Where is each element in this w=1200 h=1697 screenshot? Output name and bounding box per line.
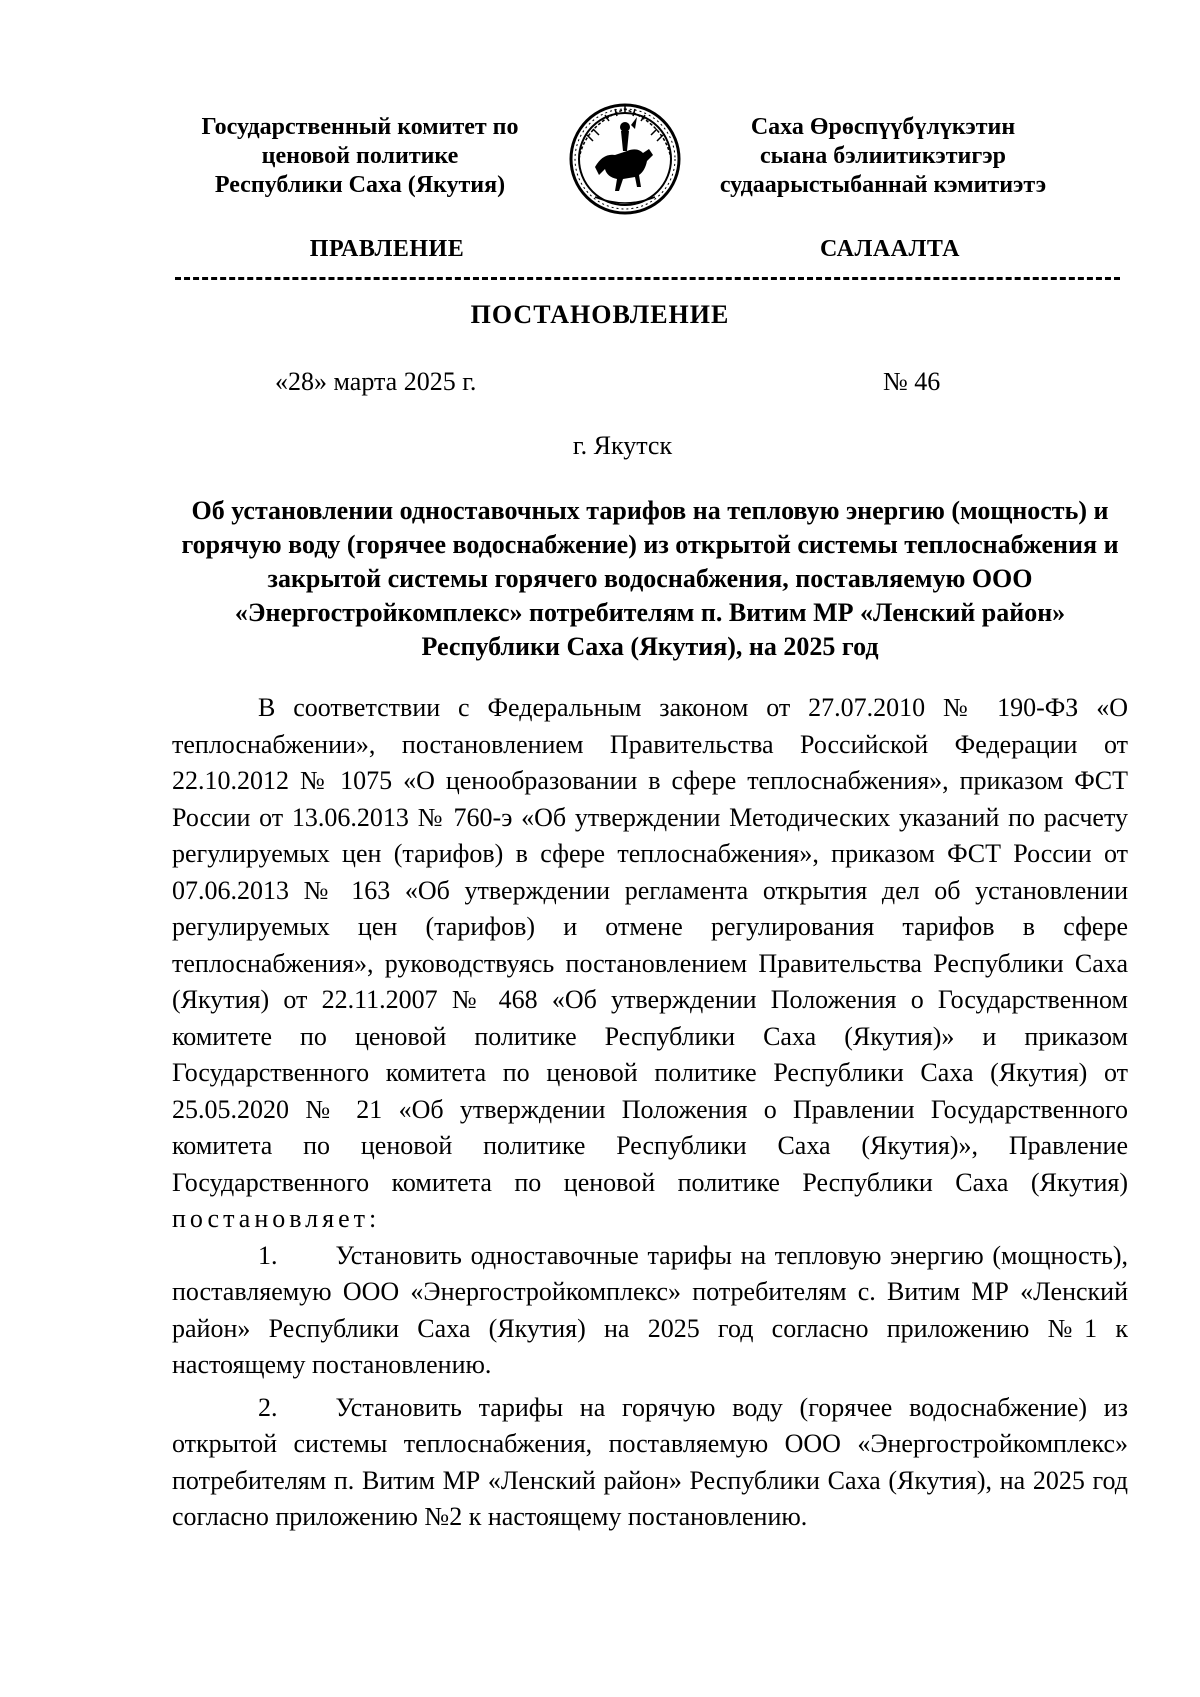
header-right-line: сыана бэлиитикэтигэр (759, 143, 1006, 169)
item-marker: 2. (258, 1392, 278, 1422)
header-right-line: Саха Өрөспүүбүлүкэтин (750, 114, 1016, 140)
document-body (172, 690, 1128, 1536)
document-city: г. Якутск (572, 431, 673, 460)
list-item (172, 1390, 1128, 1536)
document-date: «28» марта 2025 г. (275, 367, 477, 396)
document-title: ПОСТАНОВЛЕНИЕ (470, 300, 730, 329)
item-text: Установить тарифы на горячую воду (горячее водоснабжение) из открытой системы теплоснабжения, поставляемую ООО «Энергостройкомплекс» потребителям п. Витим МР «Ленский район» Республики Саха (Якутия), на 2025 год согласно приложению №2 к настоящему постановлению. (172, 1392, 1128, 1531)
item-marker: 1. (258, 1240, 278, 1270)
board-label-ru: ПРАВЛЕНИЕ (309, 236, 465, 262)
dashed-divider (175, 277, 1120, 280)
header-right-org (718, 113, 1048, 200)
list-item (172, 1238, 1128, 1384)
decree-word: постановляет: (172, 1204, 381, 1233)
header-left-line: ценовой политике (261, 143, 459, 169)
header-right-line: судаарыстыбаннай кэмитиэтэ (719, 172, 1047, 198)
item-text: Установить одноставочные тарифы на тепловую энергию (мощность), поставляемую ООО «Энергостройкомплекс» потребителям с. Витим МР «Ленский район» Республики Саха (Якутия) на 2025 год согласно приложению №1 к настоящему постановлению. (172, 1240, 1128, 1379)
header-left-org (185, 113, 535, 200)
board-label-sakha: САЛААЛТА (819, 236, 961, 262)
sakha-coat-of-arms-icon (565, 95, 685, 220)
preamble-paragraph (172, 690, 1128, 1238)
header-left-line: Государственный комитет по (201, 114, 519, 140)
document-subject: Об установлении одноставочных тарифов на тепловую энергию (мощность) и горячую воду (горячее водоснабжение) из открытой системы теплоснабжения и закрытой системы горячего водоснабжения, поставляемую ООО «Энергостройкомплекс» потребителям п. Витим МР «Ленский район» Республики Саха (Якутия), на 2025 год (181, 496, 1119, 661)
header-left-line: Республики Саха (Якутия) (214, 172, 506, 198)
preamble-text: В соответствии с Федеральным законом от 27.07.2010 № 190-ФЗ «О теплоснабжении», постановлением Правительства Российской Федерации от 22.10.2012 № 1075 «О ценообразовании в сфере теплоснабжения», приказом ФСТ России от 13.06.2013 № 760-э «Об утверждении Методических указаний по расчету регулируемых цен (тарифов) в сфере теплоснабжения», приказом ФСТ России от 07.06.2013 № 163 «Об утверждении регламента открытия дел об установлении регулируемых цен (тарифов) и отмене регулирования тарифов в сфере теплоснабжения», руководствуясь постановлением Правительства Республики Саха (Якутия) от 22.11.2007 № 468 «Об утверждении Положения о Государственном комитете по ценовой политике Республики Саха (Якутия)» и приказом Государственного комитета по ценовой политике Республики Саха (Якутия) от 25.05.2020 № 21 «Об утверждении Положения о Правлении Государственного комитета по ценовой политике Республики Саха (Якутия)», Правление Государственного комитета по ценовой политике Республики Саха (Якутия) (172, 693, 1128, 1197)
document-number: № 46 (883, 367, 941, 396)
